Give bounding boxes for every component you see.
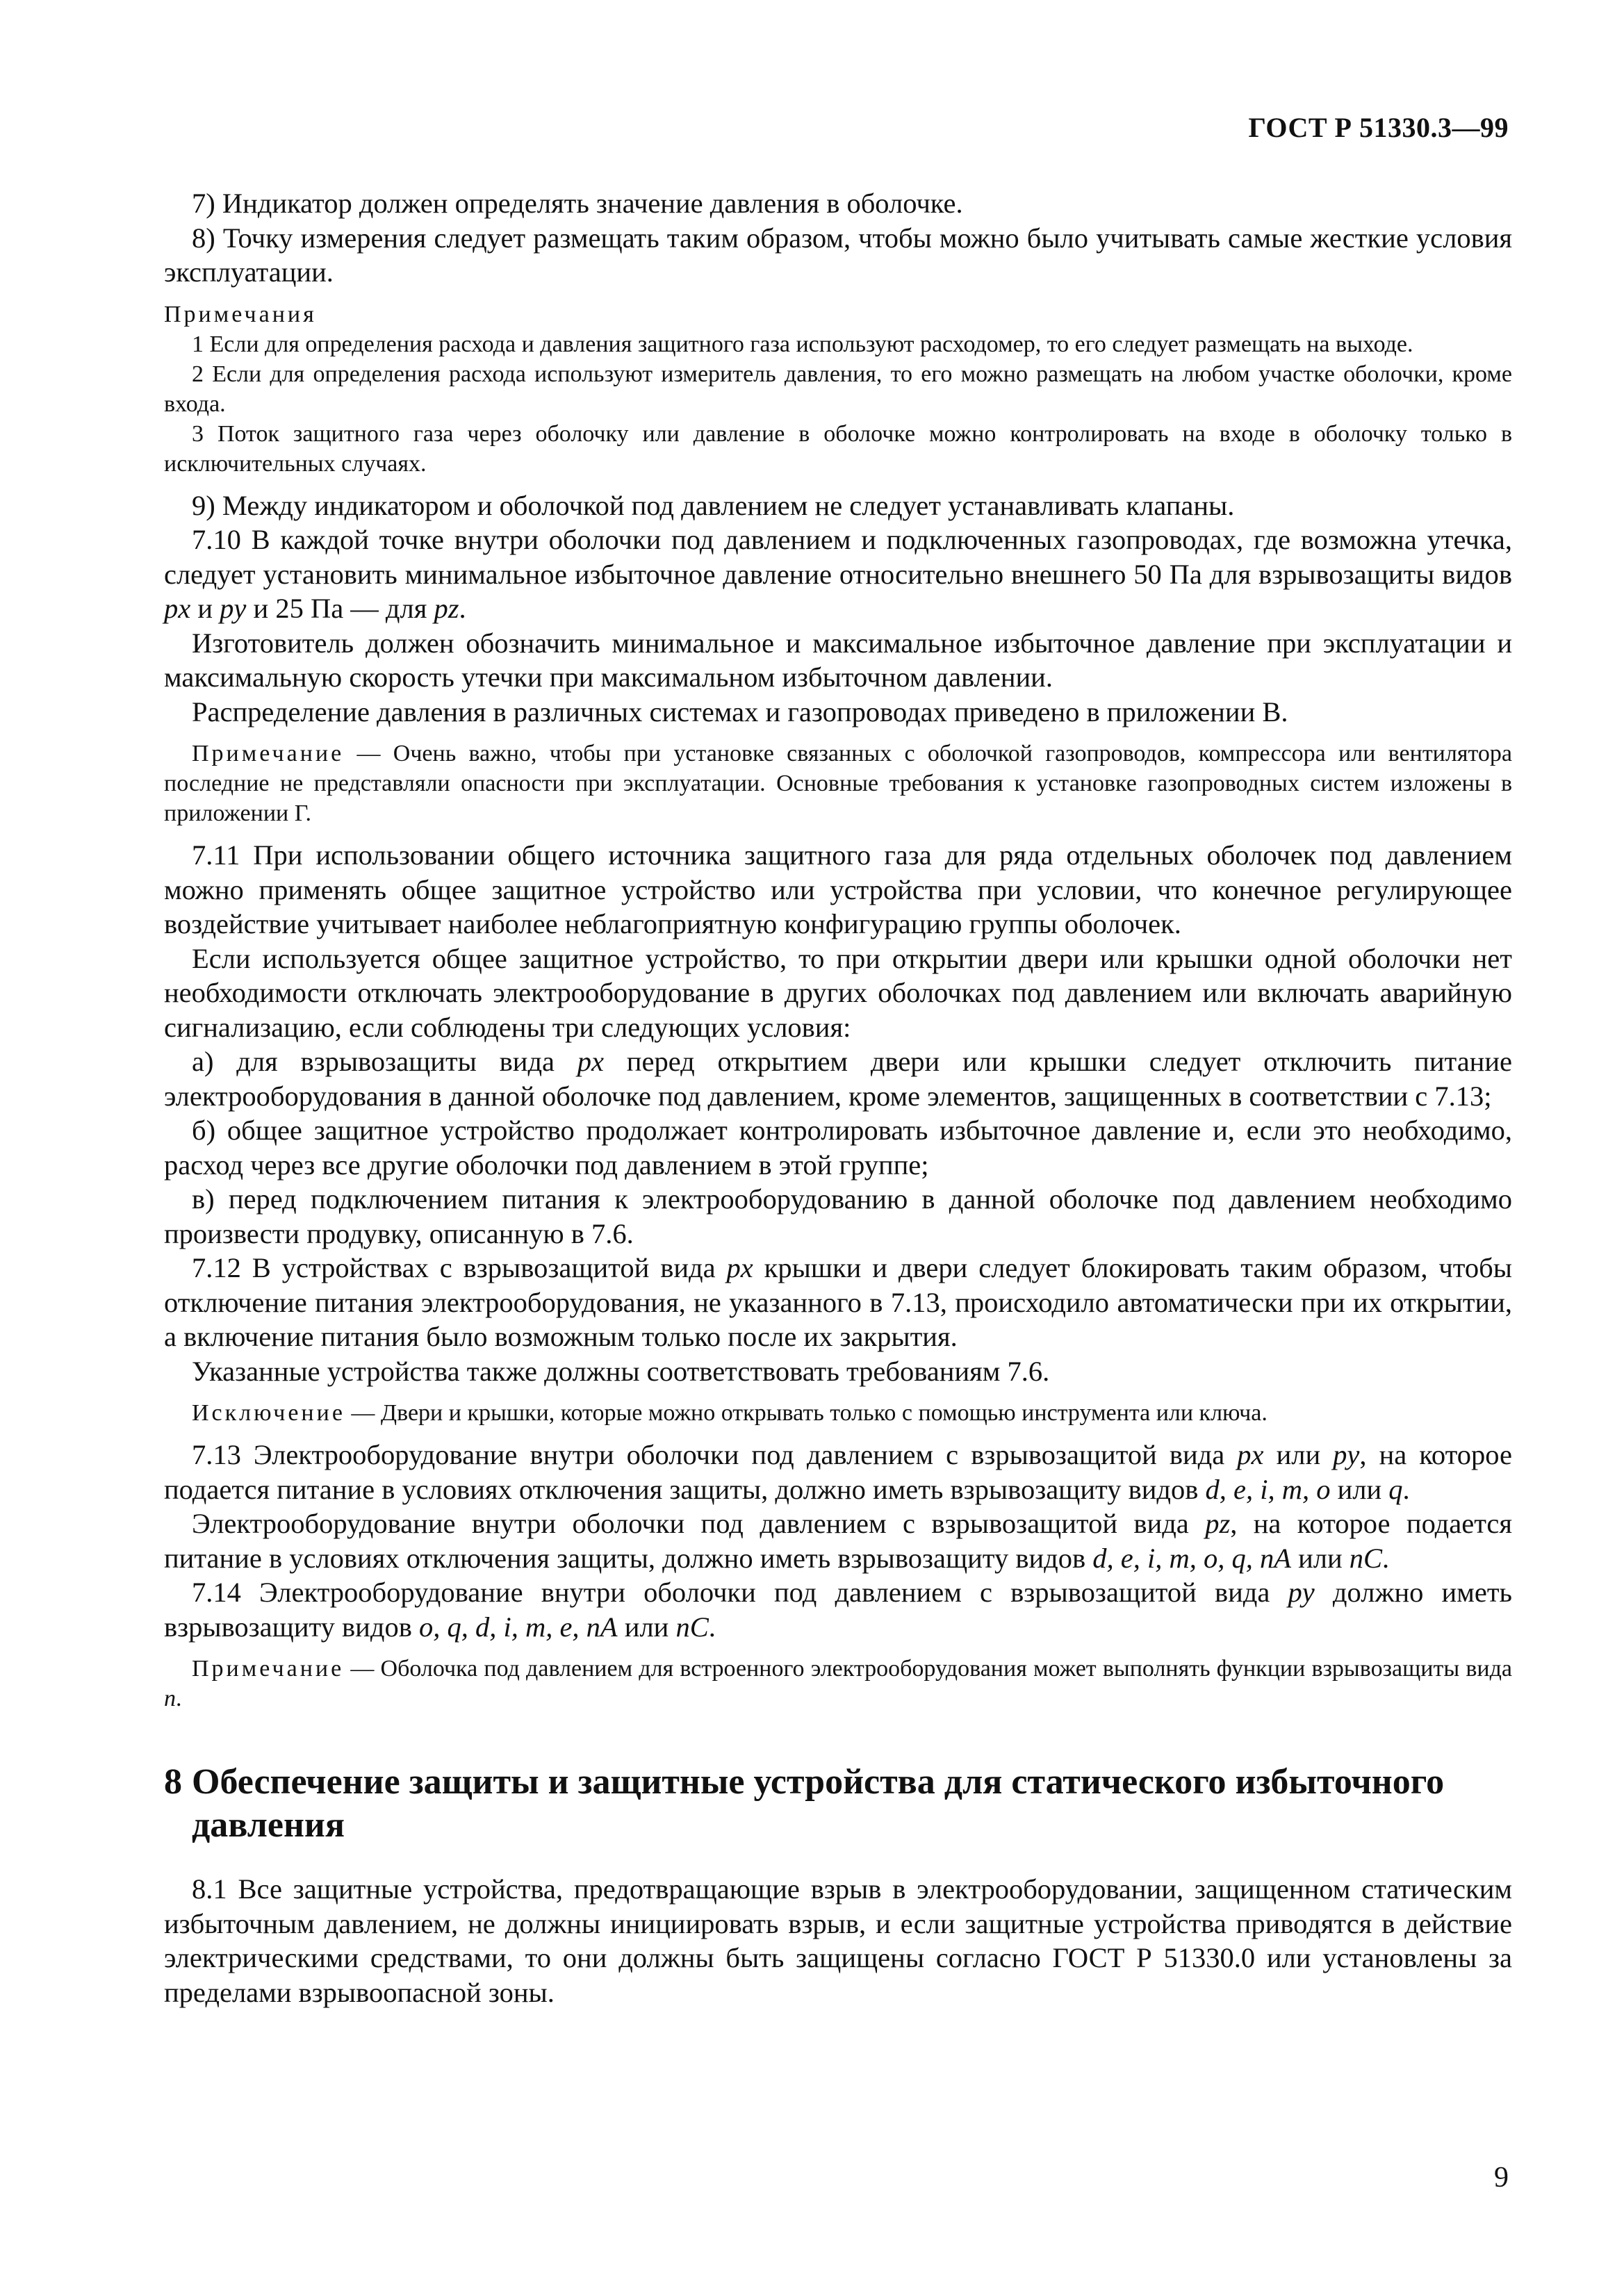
section-8-heading: 8 Обеспечение защиты и защитные устройства для статического избыточного давления: [164, 1762, 1445, 1845]
document-body: [164, 186, 1512, 2010]
clause-7-11-c: в) перед подключением питания к электрооборудованию в данной оболочке под давлением необходимо произвести продувку, описанную в 7.6.: [164, 1183, 1512, 1249]
page-number: 9: [1494, 2162, 1509, 2194]
clause-7-11-b: б) общее защитное устройство продолжает контролировать избыточное давление и, если это необходимо, расход через все другие оболочки под давлением в этой группе;: [164, 1115, 1512, 1181]
clause-7-13: 7.13 Электрооборудование внутри оболочки под давлением с взрывозащитой вида px или py, на которое подается питание в условиях отключения защиты, должно иметь взрывозащиту видов d, e, i, m, o или q.: [164, 1439, 1512, 1505]
clause-7-10-p3: Распределение давления в различных системах и газопроводах приведено в приложении В.: [192, 696, 1288, 728]
note-3: 3 Поток защитного газа через оболочку или давление в оболочке можно контролировать на входе в оболочку только в исключительных случаях.: [164, 420, 1512, 477]
item-8: 8) Точку измерения следует размещать таким образом, чтобы можно было учитывать самые жесткие условия эксплуатации.: [164, 222, 1512, 288]
item-7: 7) Индикатор должен определять значение давления в оболочке.: [192, 188, 963, 219]
clause-7-13-p2: Электрооборудование внутри оболочки под давлением с взрывозащитой вида pz, на которое подается питание в условиях отключения защиты, должно иметь взрывозащиту видов d, e, i, m, o, q, nA или nC.: [164, 1508, 1513, 1574]
note-2: 2 Если для определения расхода используют измеритель давления, то его можно размещать на любом участке оболочки, кроме входа.: [164, 361, 1512, 417]
document-header: ГОСТ Р 51330.3—99: [1248, 112, 1509, 143]
note-1: 1 Если для определения расхода и давления защитного газа используют расходомер, то его следует размещать на выходе.: [192, 331, 1413, 357]
note-a: Примечание — Очень важно, чтобы при установке связанных с оболочкой газопроводов, компрессора или вентилятора последние не представляли опасности при эксплуатации. Основные требования к установке газопроводных систем изложены в приложении Г.: [164, 741, 1512, 826]
clause-7-12: 7.12 В устройствах с взрывозащитой вида px крышки и двери следует блокировать таким образом, чтобы отключение питания электрооборудования, не указанного в 7.13, происходило автоматически при их открытии, а включение питания было возможным только после их закрытия.: [164, 1252, 1512, 1352]
clause-7-14: 7.14 Электрооборудование внутри оболочки под давлением с взрывозащитой вида py должно иметь взрывозащиту видов o, q, d, i, m, e, nA или nC.: [164, 1577, 1513, 1643]
clause-8-1: 8.1 Все защитные устройства, предотвращающие взрыв в электрооборудовании, защищенном статическим избыточным давлением, не должны инициировать взрыв, и если защитные устройства приводятся в действие электрическими средствами, то они должны быть защищены согласно ГОСТ Р 51330.0 или установлены за пределами взрывоопасной зоны.: [164, 1873, 1512, 2008]
note-b: Примечание — Оболочка под давлением для встроенного электрооборудования может выполнять функции взрывозащиты вида n.: [164, 1656, 1512, 1711]
exception: Исключение — Двери и крышки, которые можно открывать только с помощью инструмента или ключа.: [192, 1400, 1268, 1426]
notes-title: Примечания: [164, 301, 317, 327]
item-9: 9) Между индикатором и оболочкой под давлением не следует устанавливать клапаны.: [192, 489, 1235, 521]
clause-7-11: 7.11 При использовании общего источника защитного газа для ряда отдельных оболочек под давлением можно применять общее защитное устройство или устройства при условии, что конечное регулирующее воздействие учитывает наиболее неблагоприятную конфигурацию группы оболочек.: [164, 839, 1512, 939]
clause-7-10-p2: Изготовитель должен обозначить минимальное и максимальное избыточное давление при эксплуатации и максимальную скорость утечки при максимальном избыточном давлении.: [164, 627, 1512, 693]
clause-7-10: 7.10 В каждой точке внутри оболочки под давлением и подключенных газопроводах, где возможна утечка, следует установить минимальное избыточное давление относительно внешнего 50 Па для взрывозащиты видов px и py и 25 Па — для pz.: [164, 524, 1512, 624]
clause-7-11-p2: Если используется общее защитное устройство, то при открытии двери или крышки одной оболочки нет необходимости отключать электрооборудование в других оболочках под давлением или включать аварийную сигнализацию, если соблюдены три следующих условия:: [164, 942, 1512, 1043]
clause-7-12-p2: Указанные устройства также должны соответствовать требованиям 7.6.: [192, 1355, 1050, 1387]
clause-7-11-a: а) для взрывозащиты вида px перед открытием двери или крышки следует отключить питание электрооборудования в данной оболочке под давлением, кроме элементов, защищенных в соответствии с 7.13;: [164, 1046, 1512, 1112]
